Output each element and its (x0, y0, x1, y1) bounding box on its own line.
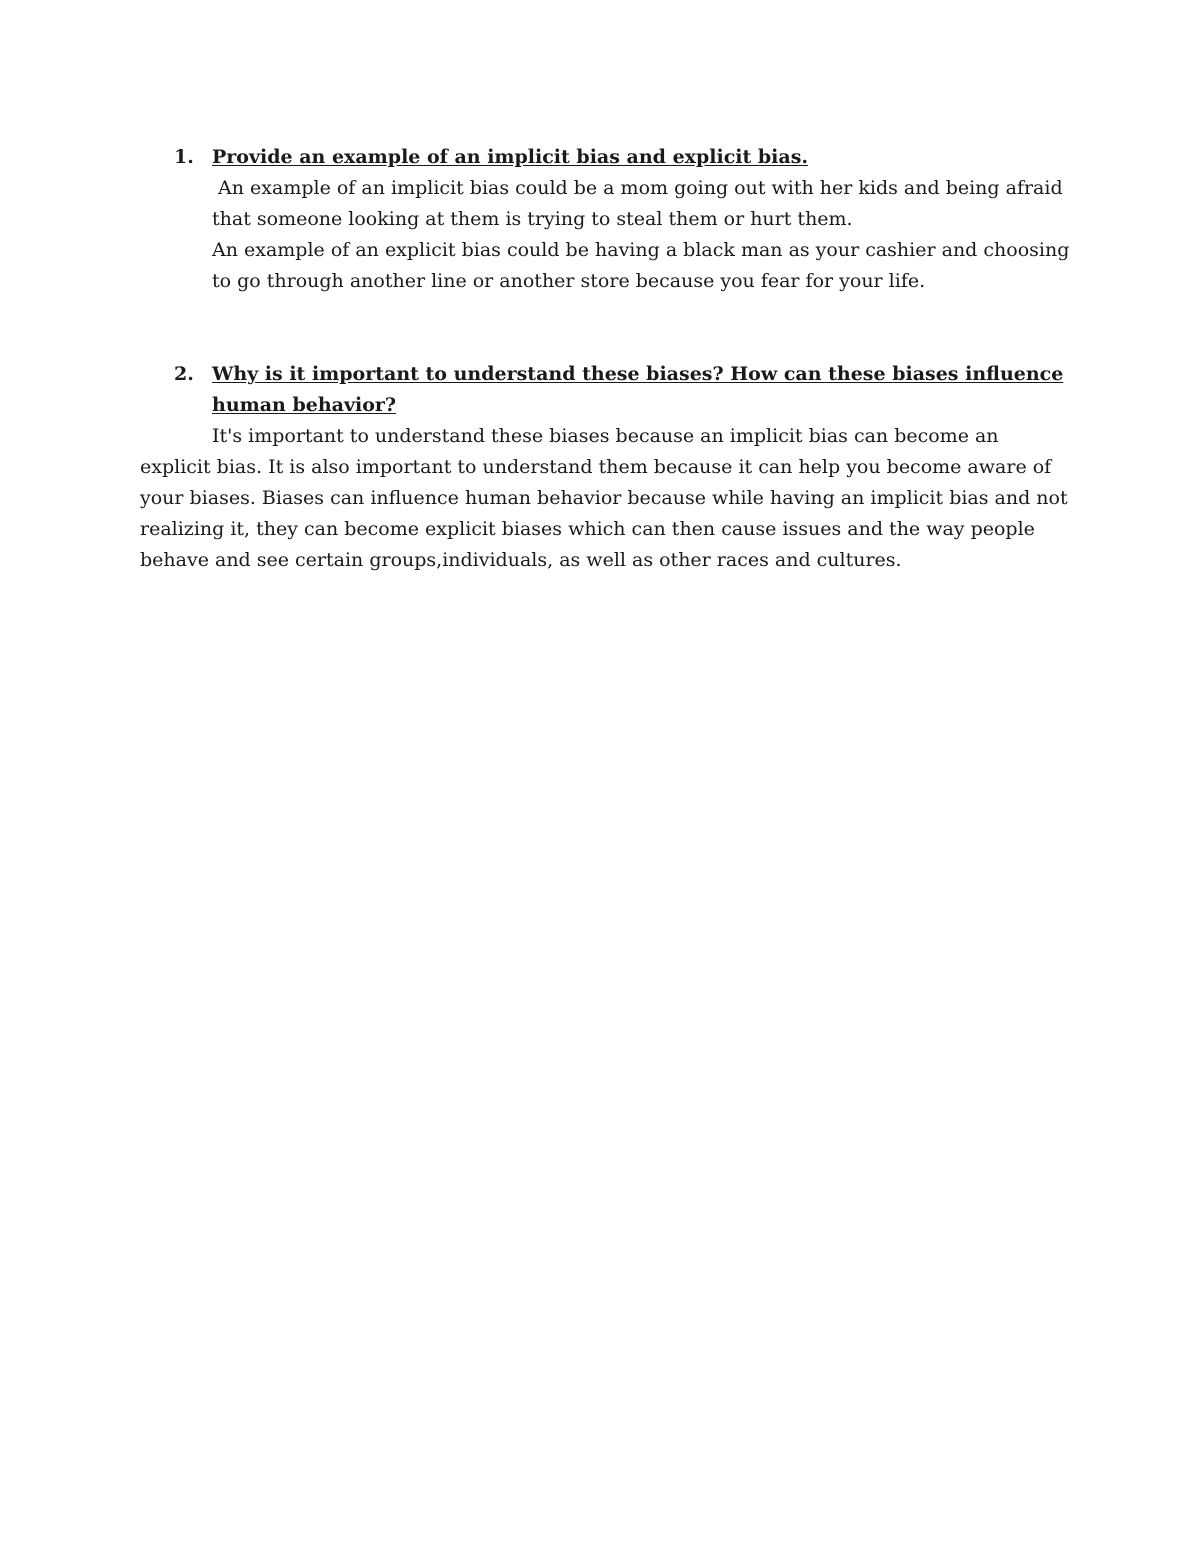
question-1 (140, 142, 1076, 297)
question-1-answer-explicit: An example of an explicit bias could be having a black man as your cashier and choosing to go through another line or another store because you fear for your life. (212, 239, 1076, 292)
question-1-number: 1. (174, 146, 194, 168)
question-2-number: 2. (174, 363, 194, 385)
question-2 (140, 359, 1070, 576)
question-1-answer-implicit: An example of an implicit bias could be a mom going out with her kids and being afraid that someone looking at them is trying to steal them or hurt them. (212, 177, 1069, 230)
question-2-answer: It's important to understand these biases because an implicit bias can become an explicit bias. It is also important to understand them because it can help you become aware of your biases. Biases can influence human behavior because while having an implicit bias and not realizing it, they can become explicit biases which can then cause issues and the way people behave and see certain groups,individuals, as well as other races and cultures. (140, 425, 1068, 571)
question-2-heading: Why is it important to understand these biases? How can these biases influence human behavior? (212, 363, 1064, 416)
question-1-heading-row (140, 142, 1070, 173)
question-2-heading-row (140, 359, 1070, 421)
question-1-heading: Provide an example of an implicit bias and explicit bias. (212, 146, 809, 168)
